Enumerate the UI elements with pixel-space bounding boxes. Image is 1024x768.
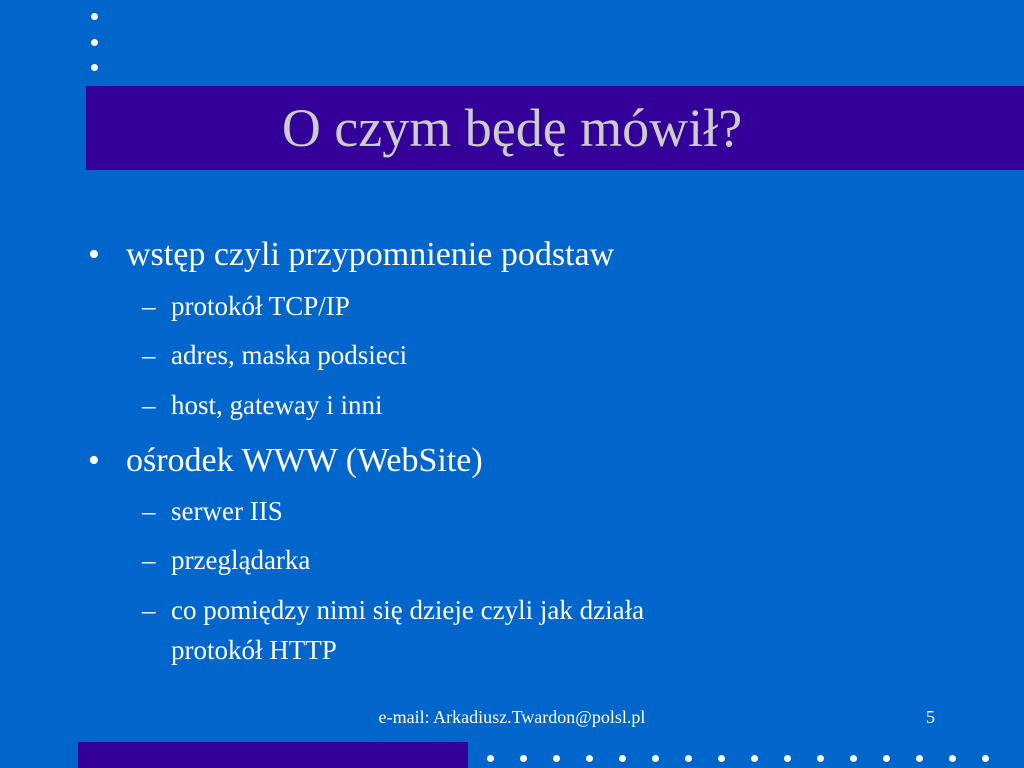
bottom-bar xyxy=(78,742,468,768)
sub-item: adres, maska podsieci xyxy=(171,340,408,370)
dash-marker: – xyxy=(142,340,156,370)
sub-item: co pomiędzy nimi się dzieje czyli jak działa xyxy=(171,595,645,625)
decor-dot xyxy=(916,755,923,762)
footer-email: e-mail: Arkadiusz.Twardon@polsl.pl xyxy=(378,707,646,727)
decor-dot xyxy=(817,755,824,762)
page-number: 5 xyxy=(926,707,935,727)
bullet-text: ośrodek WWW (WebSite) xyxy=(126,442,483,479)
decor-dot xyxy=(91,39,98,46)
sub-item: serwer IIS xyxy=(171,496,283,526)
decor-dot xyxy=(883,755,890,762)
dash-marker: – xyxy=(142,496,156,526)
decor-dot xyxy=(652,755,659,762)
decor-dot xyxy=(487,755,494,762)
decor-dot xyxy=(982,755,989,762)
bullet-marker: • xyxy=(88,442,100,479)
slide-title: O czym będę mówił? xyxy=(281,98,743,158)
decor-dot xyxy=(520,755,527,762)
decor-dot xyxy=(91,64,98,71)
decor-dot xyxy=(751,755,758,762)
decor-dot xyxy=(553,755,560,762)
decor-dot xyxy=(586,755,593,762)
dash-marker: – xyxy=(142,390,156,420)
bullet-marker: • xyxy=(88,236,100,273)
decor-dot xyxy=(784,755,791,762)
decor-dot xyxy=(850,755,857,762)
sub-item: przeglądarka xyxy=(171,545,311,575)
decor-dot xyxy=(718,755,725,762)
dash-marker: – xyxy=(142,545,156,575)
dash-marker: – xyxy=(142,595,156,625)
decor-dot xyxy=(685,755,692,762)
sub-item: host, gateway i inni xyxy=(171,390,383,420)
decor-dot xyxy=(91,13,98,20)
bullet-text: wstęp czyli przypomnienie podstaw xyxy=(126,236,615,273)
decor-dot xyxy=(619,755,626,762)
dash-marker: – xyxy=(142,291,156,321)
sub-item: protokół TCP/IP xyxy=(171,291,350,321)
sub-item-continuation: protokół HTTP xyxy=(171,635,337,665)
decor-dot xyxy=(949,755,956,762)
